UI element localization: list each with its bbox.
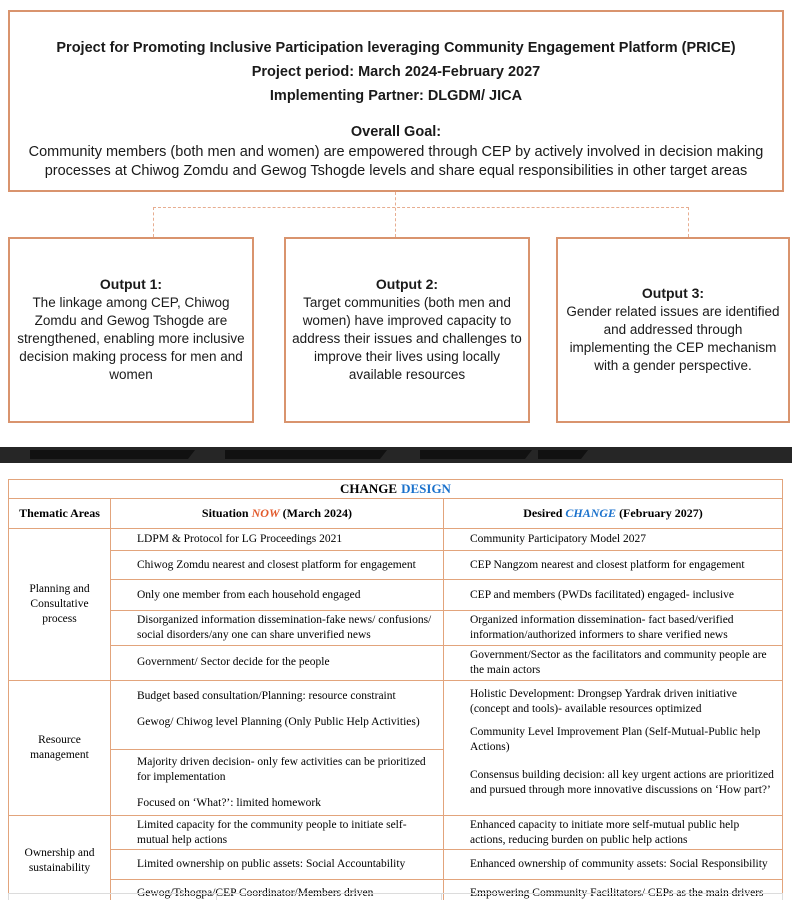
- header-situation-now: [111, 499, 444, 528]
- cropped-row-remnant: [8, 893, 783, 900]
- cell-change: CEP and members (PWDs facilitated) engaged- inclusive: [470, 588, 734, 601]
- project-title: Project for Promoting Inclusive Participation leveraging Community Engagement Platform (PRICE): [56, 40, 736, 56]
- table-row: [111, 849, 782, 879]
- table-title-change: CHANGE: [340, 480, 398, 496]
- cell-change: Community Participatory Model 2027: [470, 533, 646, 546]
- cell-paragraph: Community Level Improvement Plan (Self-Mutual-Public help Actions): [470, 725, 761, 753]
- cell-now: [111, 750, 443, 815]
- header-now-highlight: NOW: [251, 505, 280, 520]
- table-row: [111, 579, 782, 610]
- output-2-box: [284, 237, 530, 423]
- area-label-ownership: Ownership and sustainability: [9, 816, 111, 900]
- project-period: Project period: March 2024-February 2027: [251, 64, 541, 80]
- connector-right-vertical: [688, 207, 689, 237]
- header-change-highlight: CHANGE: [565, 505, 617, 520]
- project-summary-box: [8, 10, 784, 192]
- output-2-text: Target communities (both men and women) have improved capacity to address their issues and challenges to improve their lives using locally available resources: [292, 295, 522, 382]
- header-now-suffix: (March 2024): [282, 505, 353, 520]
- header-thematic-areas: Thematic Areas: [9, 499, 111, 528]
- table-row: [111, 529, 782, 550]
- group-ownership: [9, 815, 782, 900]
- divider-block: [225, 450, 387, 459]
- project-header: [10, 12, 782, 108]
- table-row: [111, 645, 782, 680]
- change-design-table: [8, 479, 783, 900]
- cell-now: Limited ownership on public assets: Social Accountability: [111, 850, 444, 879]
- overall-goal-text: Community members (both men and women) are empowered through CEP by actively involved in decision making processes at Chiwog Zomdu and Gewog Tshogde levels and share equal responsibilities in other target areas: [28, 144, 764, 179]
- connector-left-vertical: [153, 207, 154, 237]
- header-now-prefix: Situation: [201, 505, 249, 520]
- overall-goal-label: Overall Goal:: [350, 124, 442, 140]
- table-row: [111, 610, 782, 645]
- table-row: [111, 816, 782, 850]
- table-title: [9, 480, 782, 499]
- area-label-resource: Resource management: [9, 681, 111, 815]
- cell-change: CEP Nangzom nearest and closest platform for engagement: [470, 558, 745, 571]
- cell-paragraph: Majority driven decision- only few activities can be prioritized for implementation: [137, 755, 426, 783]
- output-1-text: The linkage among CEP, Chiwog Zomdu and Gewog Tshogde are strengthened, enabling more inclusive decision making process for men and women: [17, 295, 245, 382]
- cell-change: Enhanced capacity to initiate more self-mutual public help actions, reducing burden on public help actions: [470, 818, 740, 846]
- cell-paragraph: Gewog/ Chiwog level Planning (Only Public Help Activities): [137, 715, 420, 728]
- group-planning-rows: [111, 529, 782, 680]
- group-ownership-rows: [111, 816, 782, 900]
- section-divider-band: [0, 447, 792, 463]
- area-label-planning: Planning and Consultative process: [9, 529, 111, 680]
- group-resource-rows: [111, 681, 782, 815]
- output-1-title: Output 1:: [99, 276, 163, 292]
- group-planning: [9, 529, 782, 680]
- cell-change: Organized information dissemination- fact based/verified information/authorized informers to share verified news: [470, 614, 734, 641]
- cell-paragraph: Consensus building decision: all key urgent actions are prioritized and pursued through more innovative discussions on ‘How part?’: [470, 768, 774, 796]
- cell-now: [111, 681, 443, 750]
- cell-change: [444, 681, 782, 751]
- connector-center-vertical: [395, 192, 396, 237]
- resource-now-column: [111, 681, 444, 815]
- cell-change: [444, 751, 782, 815]
- table-header-row: [9, 499, 782, 529]
- output-3-title: Output 3:: [641, 285, 705, 301]
- divider-block: [420, 450, 532, 459]
- output-1-box: [8, 237, 254, 423]
- output-2-title: Output 2:: [375, 276, 439, 292]
- connector-horizontal: [153, 207, 689, 208]
- divider-block: [30, 450, 195, 459]
- cell-now: LDPM & Protocol for LG Proceedings 2021: [111, 529, 444, 550]
- header-change-prefix: Desired: [523, 505, 563, 520]
- cell-now: Government/ Sector decide for the people: [111, 646, 444, 680]
- remnant-divider: [441, 894, 442, 900]
- implementing-partner: Implementing Partner: DLGDM/ JICA: [269, 88, 523, 104]
- cell-now: Chiwog Zomdu nearest and closest platform for engagement: [111, 551, 444, 579]
- table-title-design: DESIGN: [401, 480, 451, 496]
- cell-change: Empowering Community Facilitators/ CEPs as the main drivers: [470, 886, 764, 899]
- cell-change: Enhanced ownership of community assets: Social Responsibility: [470, 858, 768, 871]
- cell-paragraph: Focused on ‘What?’: limited homework: [137, 796, 321, 809]
- cell-now: Limited capacity for the community people to initiate self-mutual help actions: [111, 816, 444, 850]
- remnant-divider: [216, 894, 217, 900]
- cell-paragraph: Budget based consultation/Planning: resource constraint: [137, 689, 396, 702]
- output-3-text: Gender related issues are identified and addressed through implementing the CEP mechanism with a gender perspective.: [566, 304, 780, 373]
- cell-now: Only one member from each household engaged: [111, 580, 444, 610]
- cell-paragraph: Holistic Development: Drongsep Yardrak driven initiative (concept and tools)- available resources optimized: [470, 687, 738, 715]
- table-row: [111, 550, 782, 579]
- header-change-suffix: (February 2027): [619, 505, 703, 520]
- group-resource: [9, 680, 782, 815]
- header-desired-change: [444, 499, 782, 528]
- cell-now: Gewog/Tshogpa/CEP Coordinator/Members driven: [111, 880, 444, 900]
- divider-block: [538, 450, 588, 459]
- cell-change: Government/Sector as the facilitators and community people are the main actors: [470, 648, 767, 676]
- cell-now: Disorganized information dissemination-fake news/ confusions/ social disorders/any one can share unverified news: [111, 611, 444, 645]
- output-3-box: [556, 237, 790, 423]
- resource-change-column: [444, 681, 782, 815]
